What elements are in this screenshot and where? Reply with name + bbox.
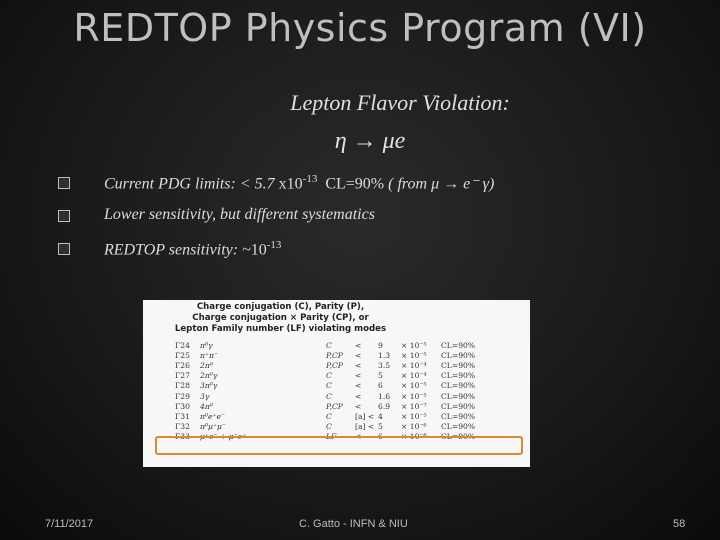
table-cell-exp: × 10⁻⁷	[401, 401, 427, 411]
table-cell-exp: × 10⁻⁵	[401, 351, 427, 361]
table-cell-cl: CL=90%	[441, 351, 476, 361]
table-cell-id: Γ25	[175, 351, 190, 361]
table-cell-cl: CL=90%	[441, 371, 476, 381]
table-cell-exp: × 10⁻⁵	[401, 411, 427, 421]
bullet-redtop-sensitivity	[104, 239, 281, 259]
decay-formula: η → μe	[334, 128, 406, 154]
table-cell-id: Γ31	[175, 411, 190, 421]
table-cell-exp: × 10⁻⁵	[401, 341, 427, 350]
table-cell-id: Γ30	[175, 401, 190, 411]
bullet-1-pre: Current PDG limits: < 5.7	[104, 175, 279, 193]
table-cell-rel: <	[355, 431, 362, 441]
bullet-1-sup: -13	[302, 173, 318, 185]
table-row	[143, 392, 530, 401]
table-cell-mode: 3γ	[200, 391, 210, 401]
bullet-marker-1	[58, 177, 70, 189]
table-header-line-1: Charge conjugation (C), Parity (P),	[196, 302, 365, 312]
bullet-marker-3	[58, 243, 70, 255]
table-cell-exp: × 10⁻⁵	[401, 381, 427, 391]
table-row	[143, 381, 530, 390]
table-cell-mode: 2π⁰γ	[200, 371, 218, 381]
table-cell-mode: 3π⁰γ	[200, 381, 218, 391]
table-cell-exp: × 10⁻⁴	[401, 361, 427, 371]
table-cell-id: Γ24	[175, 341, 190, 350]
bullet-pdg-limits	[104, 173, 494, 193]
table-cell-exp: × 10⁻⁶	[401, 431, 427, 441]
table-row	[143, 361, 530, 370]
table-row	[143, 371, 530, 380]
table-cell-val: 5	[378, 421, 383, 431]
bullet-3-mid: 10	[250, 241, 267, 259]
table-cell-viol: C	[326, 341, 332, 350]
table-cell-viol: P,CP	[326, 351, 343, 361]
table-header-line-3: Lepton Family number (LF) violating modes	[174, 324, 387, 334]
table-cell-val: 5	[378, 371, 383, 381]
table-cell-rel: <	[355, 381, 362, 391]
footer-date: 7/11/2017	[45, 518, 94, 530]
table-cell-mode: π⁰μ⁺μ⁻	[200, 421, 226, 431]
bullet-systematics: Lower sensitivity, but different systematics	[104, 206, 375, 223]
table-cell-viol: C	[326, 381, 332, 391]
bullet-1-cl: CL=90%	[325, 175, 385, 193]
table-cell-id: Γ27	[175, 371, 190, 381]
table-cell-cl: CL=90%	[441, 411, 476, 421]
table-cell-id: Γ26	[175, 361, 190, 371]
table-cell-mode: π⁺π⁻	[200, 351, 218, 361]
table-cell-cl: CL=90%	[441, 421, 476, 431]
table-cell-viol: C	[326, 391, 332, 401]
table-cell-rel: <	[355, 371, 362, 381]
slide-title: REDTOP Physics Program (VI)	[73, 6, 647, 50]
bullet-1-mid: x10	[278, 175, 303, 193]
table-cell-rel: <	[355, 341, 362, 350]
table-cell-id: Γ32	[175, 421, 190, 431]
table-cell-mode: π⁰e⁺e⁻	[200, 411, 226, 421]
bullet-marker-2	[58, 210, 70, 222]
table-cell-mode: μ⁺e⁻ + μ⁻e⁺	[200, 431, 247, 441]
table-cell-rel: [a] <	[355, 411, 375, 421]
table-header-line-2: Charge conjugation × Parity (CP), or	[192, 313, 369, 323]
table-cell-viol: C	[326, 421, 332, 431]
table-cell-cl: CL=90%	[441, 401, 476, 411]
table-cell-id: Γ29	[175, 391, 190, 401]
table-row	[143, 402, 530, 411]
lfv-highlight-box	[155, 436, 523, 455]
table-cell-rel: <	[355, 401, 362, 411]
table-cell-val: 4	[378, 411, 383, 421]
table-row	[143, 412, 530, 421]
table-cell-rel: [a] <	[355, 421, 375, 431]
table-cell-cl: CL=90%	[441, 381, 476, 391]
footer-author: C. Gatto - INFN & NIU	[299, 518, 408, 530]
table-cell-val: 3.5	[378, 361, 391, 371]
table-cell-cl: CL=90%	[441, 391, 476, 401]
footer-page-number: 58	[673, 518, 686, 530]
table-cell-cl: CL=90%	[441, 341, 476, 350]
table-cell-cl: CL=90%	[441, 361, 476, 371]
table-cell-rel: <	[355, 391, 362, 401]
table-cell-viol: P,CP	[326, 361, 343, 371]
bullet-1-post: ( from μ → e⁻ γ)	[384, 175, 495, 193]
table-cell-exp: × 10⁻⁵	[401, 391, 427, 401]
table-cell-id: Γ28	[175, 381, 190, 391]
table-cell-val: 1.6	[378, 391, 391, 401]
table-cell-viol: C	[326, 371, 332, 381]
table-cell-val: 9	[378, 341, 383, 350]
table-cell-val: 1.3	[378, 351, 391, 361]
table-cell-mode: π⁰γ	[200, 341, 213, 350]
table-cell-exp: × 10⁻⁶	[401, 421, 427, 431]
table-cell-val: 6.9	[378, 401, 391, 411]
slide-subtitle: Lepton Flavor Violation:	[290, 90, 510, 115]
table-cell-exp: × 10⁻⁴	[401, 371, 427, 381]
table-row	[143, 351, 530, 360]
table-row	[143, 422, 530, 431]
table-cell-mode: 2π⁰	[200, 361, 213, 371]
table-cell-cl: CL=90%	[441, 431, 476, 441]
table-cell-id: Γ33	[175, 431, 190, 441]
table-cell-mode: 4π⁰	[200, 401, 213, 411]
table-cell-viol: LF	[326, 431, 337, 441]
table-cell-viol: P,CP	[326, 401, 343, 411]
table-cell-val: 6	[378, 431, 383, 441]
table-cell-val: 6	[378, 381, 383, 391]
bullet-3-sup: -13	[266, 239, 282, 251]
bullet-3-pre: REDTOP sensitivity: ~	[104, 241, 251, 259]
table-cell-viol: C	[326, 411, 332, 421]
table-cell-rel: <	[355, 351, 362, 361]
table-row	[143, 341, 530, 350]
table-cell-rel: <	[355, 361, 362, 371]
